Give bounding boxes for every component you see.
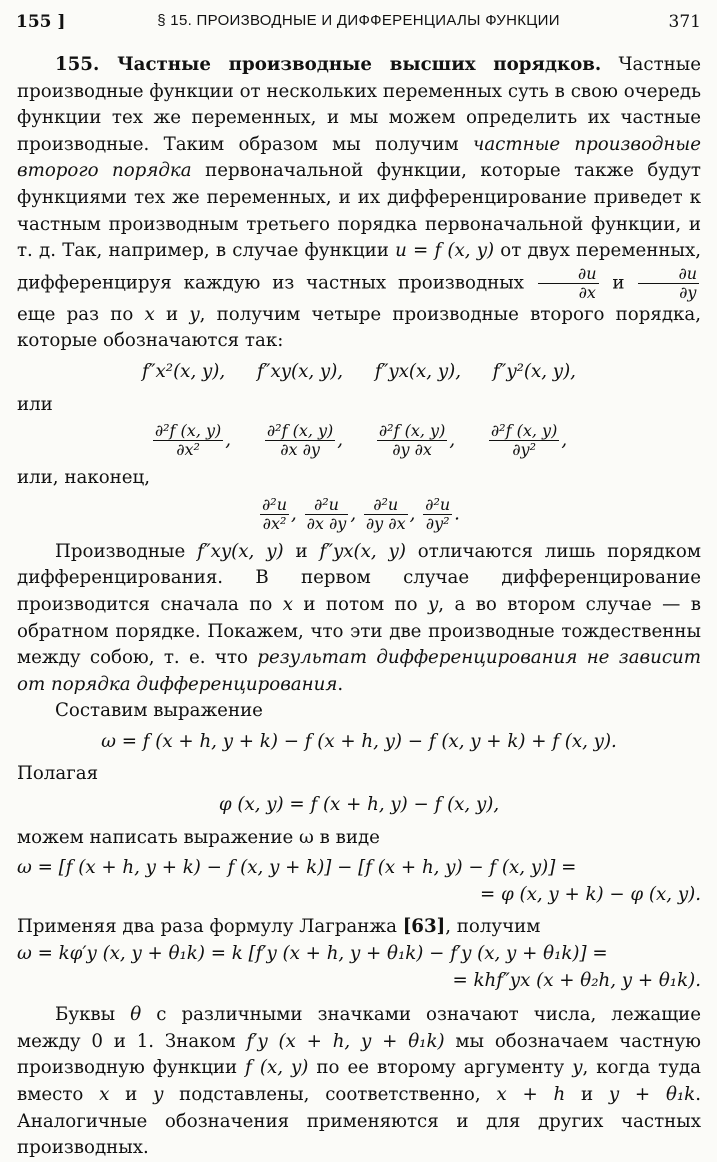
equation-omega-bracket: ω = [f (x + h, y + k) − f (x, y + k)] − [f (x + h, y) − f (x, y)] = xyxy=(17,857,577,879)
fraction-du-dx xyxy=(538,265,599,302)
text-run: еще раз по xyxy=(17,303,145,325)
inline-formula: u = f (x, y) xyxy=(395,240,495,262)
var-y: y xyxy=(427,593,439,615)
text-run: подставлены, соответственно, xyxy=(163,1084,497,1105)
inline-formula: y + θ₁k xyxy=(608,1084,696,1105)
fraction xyxy=(305,496,349,533)
paragraph-write: можем написать выражение ω в виде xyxy=(17,826,380,848)
var-x: x xyxy=(282,593,293,615)
fraction xyxy=(265,422,335,459)
var-y: y xyxy=(572,1057,583,1079)
fraction-numerator: ∂²u xyxy=(305,496,349,515)
reference-link[interactable]: [63] xyxy=(402,916,446,938)
fraction-denominator: ∂x ∂y xyxy=(306,513,347,533)
fraction-denominator: ∂x² xyxy=(176,440,200,460)
inline-formula: f (x, y) xyxy=(245,1057,309,1079)
text-run: от двух переменных, дифференцируя каждую из частных производных xyxy=(17,240,701,294)
var-y: y xyxy=(153,1084,164,1105)
inline-formula: x + h xyxy=(496,1084,566,1105)
italic-term: частные производные второго порядка xyxy=(17,133,701,182)
text-run: , получим четыре производные второго порядка, которые обозначаются так: xyxy=(17,303,702,352)
fraction xyxy=(153,422,223,459)
fraction-denominator: ∂y xyxy=(679,282,697,302)
text-run: , получим xyxy=(445,916,541,938)
fraction xyxy=(377,422,447,459)
equation-lagrange-result: = khf″yx (x + θ₂h, y + θ₁k). xyxy=(452,969,701,991)
page-bracket-label: 155 ] xyxy=(16,12,66,32)
text-run: и xyxy=(565,1084,609,1105)
paragraph-compose: Составим выражение xyxy=(55,700,263,722)
text-run: , а во втором случае — в обратном порядке. Покажем, что эти две производные тождественны между собою, т. е. что xyxy=(17,593,701,669)
text-run: . Аналогичные обозначения применяются и для других частных производных. xyxy=(17,1084,701,1159)
paragraph-theta xyxy=(17,1002,701,1162)
running-header xyxy=(16,12,701,38)
text-run: отличаются лишь порядком дифференцирования. В первом случае дифференцирование производится сначала по xyxy=(17,540,702,615)
fraction xyxy=(489,422,559,459)
fraction xyxy=(364,496,408,533)
section-title: 155. Частные производные высших порядков. xyxy=(55,54,602,75)
equation-lagrange: ω = kφ′y (x, y + θ₁k) = k [f′y (x + h, y + θ₁k) − f′y (x, y + θ₁k)] = xyxy=(17,943,608,965)
text-run: первоначальной функции, которые также будут функциями тех же переменных, и их дифференцирование приведет к частным производным третьего порядка первоначальной функции, и т. д. Так, например, в случае функции xyxy=(17,160,701,262)
paragraph-intro xyxy=(17,52,701,355)
text-run: с различными значками означают числа, лежащие между 0 и 1. Знаком xyxy=(17,1004,701,1052)
fraction-numerator: ∂²f (x, y) xyxy=(154,421,222,441)
fraction-numerator: ∂²u xyxy=(364,496,408,515)
fraction xyxy=(260,496,289,533)
equation-omega-phi: = φ (x, y + k) − φ (x, y). xyxy=(479,883,701,905)
text-run: и потом по xyxy=(292,593,428,615)
fraction xyxy=(423,496,452,533)
fraction-du-dy xyxy=(638,265,699,302)
fraction-denominator: ∂y² xyxy=(512,440,536,460)
eq-term: f″xy(x, y), xyxy=(256,360,344,382)
var-x: x xyxy=(144,303,155,325)
inline-formula: f″xy(x, y) xyxy=(197,540,284,562)
label-or: или xyxy=(17,393,53,415)
text-run: по ее второму аргументу xyxy=(308,1057,573,1079)
fraction-numerator: ∂u xyxy=(638,265,699,284)
theta-symbol: θ xyxy=(130,1004,142,1026)
paragraph-lagrange xyxy=(17,914,701,941)
text-run: и xyxy=(154,303,190,325)
fraction-denominator: ∂x xyxy=(578,282,596,302)
text-run: и xyxy=(283,540,320,562)
page-body xyxy=(17,52,701,1162)
equation-phi: φ (x, y) = f (x + h, y) − f (x, y), xyxy=(218,794,500,816)
label-or-finally: или, наконец, xyxy=(17,467,151,489)
fraction-numerator: ∂²f (x, y) xyxy=(266,421,334,441)
fraction-denominator: ∂x² xyxy=(262,513,287,533)
italic-statement: результат дифференцирования не зависит от порядка дифференцирования xyxy=(17,647,701,695)
equation-leibniz-u: $\frac{\text{∂²u}}{\text{∂x²}}$ , $\frac{\text{∂²u}}{\partial x \partial y}$ , $\frac{\text{∂²u}}{\partial y \partial x}$ , $\frac{\text{∂²u}}{\text{∂y²}}$ . xyxy=(262,494,460,533)
var-y: y xyxy=(189,303,200,325)
eq-term: f″y²(x, y), xyxy=(492,360,576,382)
text-run: мы обозначаем частную производную функции xyxy=(17,1030,701,1079)
equation-second-derivatives xyxy=(17,359,701,386)
text-run: Буквы xyxy=(55,1004,131,1026)
text-run: Применяя два раза формулу Лагранжа xyxy=(17,916,403,938)
text-run: , когда туда вместо xyxy=(17,1057,701,1105)
eq-term: f″yx(x, y), xyxy=(374,360,461,382)
fraction-numerator: ∂²u xyxy=(425,494,451,514)
page-number: 371 xyxy=(668,12,701,32)
fraction-denominator: ∂y ∂x xyxy=(365,513,406,533)
var-x: x xyxy=(99,1084,110,1105)
fraction-denominator: ∂y² xyxy=(425,513,450,533)
text-run: . xyxy=(337,673,344,695)
eq-term: f″x²(x, y), xyxy=(142,360,226,382)
fraction-numerator: ∂²f (x, y) xyxy=(490,421,558,441)
paragraph-setting: Полагая xyxy=(17,763,99,785)
fraction-denominator: ∂y ∂x xyxy=(392,440,432,460)
inline-formula: f″yx(x, y) xyxy=(319,540,406,562)
equation-leibniz-f: $\frac{\text{∂²f (x, y)}}{\text{∂x²}}$ , $\frac{\text{∂²f (x, y)}}{\partial x \partial y}$ , $\frac{\text{∂²f (x, y)}}{\partial y \partial x}$ , $\frac{\text{∂²f (x, y)}}{\text{∂y²}}$ , xyxy=(154,421,568,460)
fraction-denominator: ∂x ∂y xyxy=(280,440,320,460)
paragraph-order xyxy=(17,539,701,699)
inline-formula: f′y (x + h, y + θ₁k) xyxy=(246,1030,445,1052)
running-title: § 15. ПРОИЗВОДНЫЕ И ДИФФЕРЕНЦИАЛЫ ФУНКЦИИ xyxy=(157,12,560,29)
fraction-numerator: ∂u xyxy=(538,265,599,284)
fraction-numerator: ∂²f (x, y) xyxy=(378,421,446,441)
text-run: и xyxy=(600,272,637,294)
text-run: и xyxy=(109,1084,154,1105)
fraction-numerator: ∂²u xyxy=(262,494,288,514)
text-run: Частные производные функции от нескольких переменных суть в свою очередь функции тех же переменных, и мы можем определить их частные производные. Таким образом мы получим xyxy=(17,54,701,155)
text-run: Производные xyxy=(55,540,198,562)
equation-omega: ω = f (x + h, y + k) − f (x + h, y) − f (x, y + k) + f (x, y). xyxy=(101,730,617,752)
